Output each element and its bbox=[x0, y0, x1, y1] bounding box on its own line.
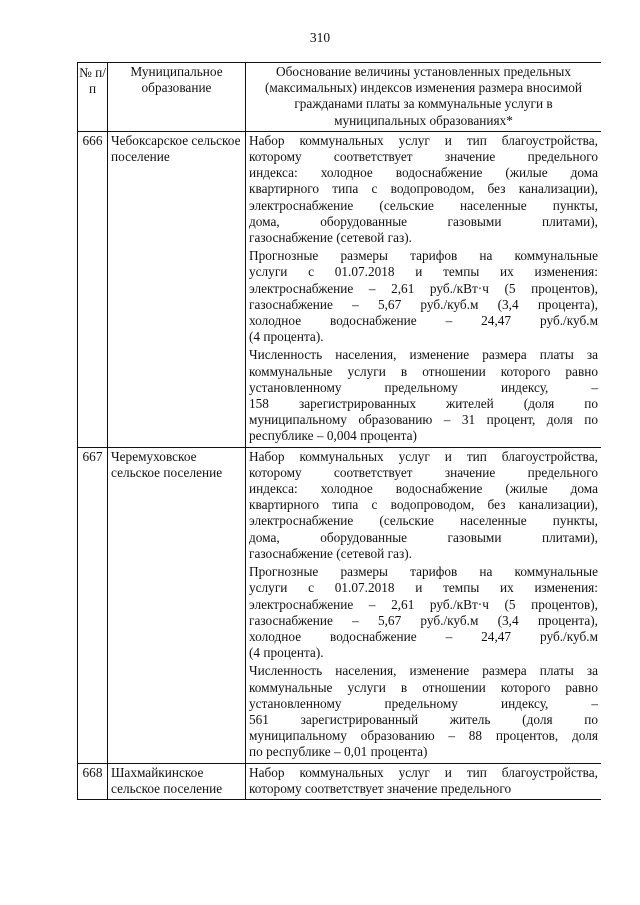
justification-paragraph bbox=[249, 133, 598, 246]
justification-paragraph bbox=[249, 449, 598, 562]
text-line: индекса: холодное водоснабжение (жилые дома bbox=[249, 481, 598, 497]
tariff-index-table bbox=[77, 62, 601, 800]
text-line: по республике – 0,01 процента) bbox=[249, 744, 428, 760]
text-line: квартирного типа с водопроводом, без канализации), bbox=[249, 497, 598, 513]
text-line: индекса: холодное водоснабжение (жилые дома bbox=[249, 165, 598, 181]
justification-paragraph bbox=[249, 765, 598, 797]
text-line: газоснабжение (сетевой газ). bbox=[249, 230, 412, 246]
table-row bbox=[78, 447, 602, 763]
justification-text bbox=[246, 447, 602, 763]
text-line: холодное водоснабжение – 24,47 руб./куб.м bbox=[249, 628, 598, 644]
header-municipality: Муниципальное образование bbox=[108, 63, 246, 132]
text-line: газоснабжение (сетевой газ). bbox=[249, 545, 412, 561]
justification-text bbox=[246, 763, 602, 799]
text-line: электроснабжение – 2,61 руб./кВт·ч (5 процентов), bbox=[249, 280, 598, 296]
text-line: (4 процента). bbox=[249, 329, 324, 345]
municipality-name: Шахмайкинское сельское поселение bbox=[108, 763, 246, 799]
table-header-row bbox=[78, 63, 602, 132]
table-row bbox=[78, 131, 602, 447]
text-line: установленному предельному индексу, – bbox=[249, 695, 598, 711]
municipality-name: Чебоксарское сельское поселение bbox=[108, 131, 246, 447]
justification-paragraph bbox=[249, 347, 598, 444]
text-line: коммунальные услуги в отношении которого равно bbox=[249, 363, 598, 379]
text-line: электроснабжение – 2,61 руб./кВт·ч (5 процентов), bbox=[249, 596, 598, 612]
row-number: 668 bbox=[78, 763, 108, 799]
row-number: 667 bbox=[78, 447, 108, 763]
table-container bbox=[77, 62, 601, 871]
text-line: холодное водоснабжение – 24,47 руб./куб.м bbox=[249, 313, 598, 329]
text-line: Набор коммунальных услуг и тип благоустройства, bbox=[249, 448, 598, 464]
text-line: электроснабжение (сельские населенные пункты, bbox=[249, 197, 598, 213]
text-line: Набор коммунальных услуг и тип благоустройства, bbox=[249, 132, 598, 148]
justification-paragraph bbox=[249, 248, 598, 345]
header-justification: Обоснование величины установленных предельных (максимальных) индексов изменения размера вносимой гражданами платы за коммунальные услуги в муниципальных образованиях* bbox=[246, 63, 602, 132]
text-line: Прогнозные размеры тарифов на коммунальные bbox=[249, 564, 598, 580]
text-line: которому соответствует значение предельного bbox=[249, 464, 598, 480]
text-line: Численность населения, изменение размера платы за bbox=[249, 663, 598, 679]
text-line: (4 процента). bbox=[249, 645, 324, 661]
text-line: электроснабжение (сельские населенные пункты, bbox=[249, 513, 598, 529]
justification-paragraph bbox=[249, 564, 598, 661]
row-number: 666 bbox=[78, 131, 108, 447]
text-line: которому соответствует значение предельного bbox=[249, 149, 598, 165]
text-line: муниципальному образованию – 31 процент, доля по bbox=[249, 412, 598, 428]
justification-paragraph bbox=[249, 663, 598, 760]
page-number: 310 bbox=[309, 30, 331, 45]
justification-text bbox=[246, 131, 602, 447]
text-line: дома, оборудованные газовыми плитами), bbox=[249, 529, 598, 545]
text-line: которому соответствует значение предельного bbox=[249, 780, 512, 796]
text-line: 561 зарегистрированный житель (доля по bbox=[249, 711, 598, 727]
text-line: республике – 0,004 процента) bbox=[249, 428, 417, 444]
text-line: муниципальному образованию – 88 процентов, доля bbox=[249, 728, 598, 744]
text-line: 158 зарегистрированных жителей (доля по bbox=[249, 396, 598, 412]
table-row bbox=[78, 763, 602, 799]
text-line: газоснабжение – 5,67 руб./куб.м (3,4 процента), bbox=[249, 612, 598, 628]
header-number: № п/п bbox=[78, 63, 108, 132]
text-line: дома, оборудованные газовыми плитами), bbox=[249, 213, 598, 229]
text-line: услуги с 01.07.2018 и темпы их изменения: bbox=[249, 580, 598, 596]
text-line: Прогнозные размеры тарифов на коммунальные bbox=[249, 248, 598, 264]
text-line: установленному предельному индексу, – bbox=[249, 379, 598, 395]
text-line: квартирного типа с водопроводом, без канализации), bbox=[249, 181, 598, 197]
text-line: коммунальные услуги в отношении которого равно bbox=[249, 679, 598, 695]
text-line: услуги с 01.07.2018 и темпы их изменения: bbox=[249, 264, 598, 280]
municipality-name: Черемуховское сельское поселение bbox=[108, 447, 246, 763]
text-line: газоснабжение – 5,67 руб./куб.м (3,4 процента), bbox=[249, 296, 598, 312]
text-line: Набор коммунальных услуг и тип благоустройства, bbox=[249, 764, 598, 780]
text-line: Численность населения, изменение размера платы за bbox=[249, 347, 598, 363]
